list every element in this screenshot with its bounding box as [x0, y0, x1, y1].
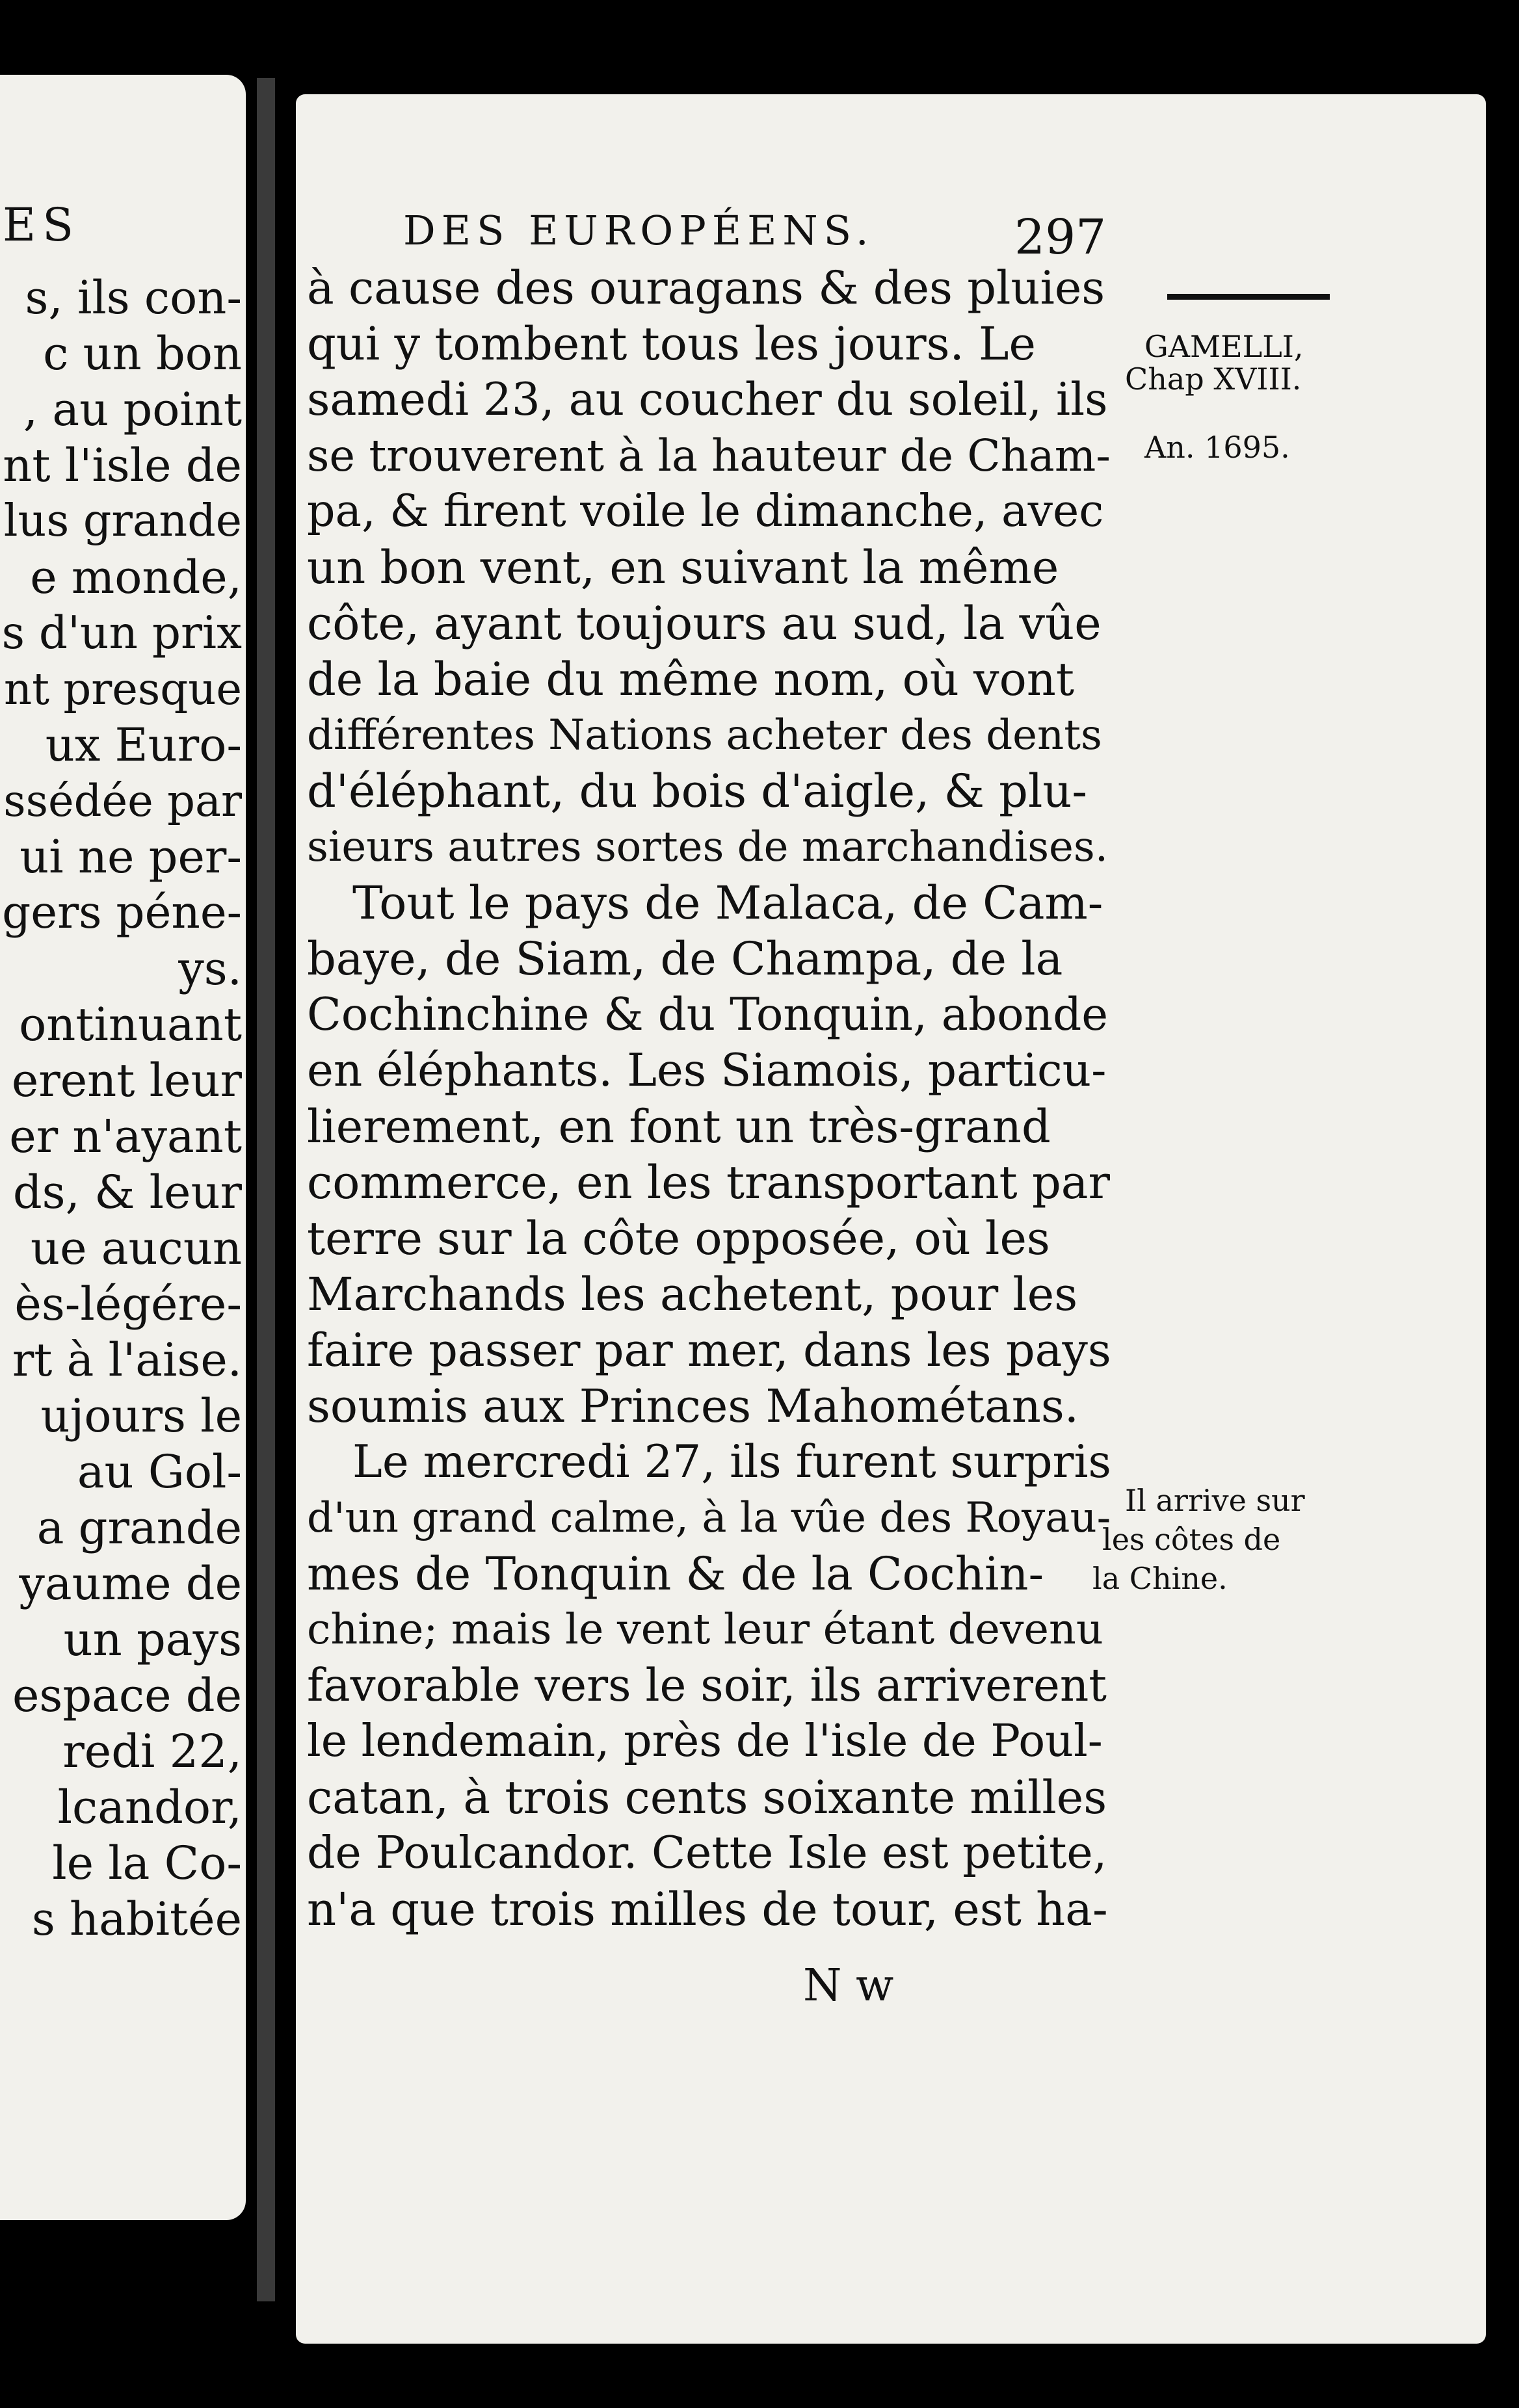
margin-source-line1: GAMELLI, — [1144, 329, 1304, 364]
left-page — [0, 75, 246, 2220]
body-text-line: baye, de Siam, de Champa, de la — [307, 932, 1063, 986]
left-text-line: ssédée par — [3, 776, 242, 826]
left-text-line: ui ne per- — [20, 830, 242, 883]
margin-source-line2: Chap XVIII. — [1125, 361, 1302, 397]
body-text-line: soumis aux Princes Mahométans. — [307, 1380, 1079, 1433]
body-text-line: pa, & firent voile le dimanche, avec — [307, 486, 1104, 537]
body-text-line: se trouverent à la hauteur de Cham- — [307, 430, 1111, 481]
body-text-line: un bon vent, en suivant la même — [307, 541, 1059, 594]
body-text-line: Cochinchine & du Tonquin, abonde — [307, 989, 1109, 1041]
left-text-line: nt presque — [3, 664, 242, 714]
left-text-line: lus grande — [3, 495, 242, 547]
left-text-line: yaume de — [19, 1557, 242, 1610]
left-text-line: a grande — [36, 1501, 242, 1554]
left-text-line: gers péne- — [2, 887, 242, 939]
body-text-line: sieurs autres sortes de marchandises. — [307, 823, 1109, 871]
left-text-line: un pays — [63, 1613, 242, 1666]
left-text-line: espace de — [12, 1669, 242, 1722]
left-text-line: , au point — [23, 383, 242, 436]
body-text-line: d'éléphant, du bois d'aigle, & plu- — [307, 765, 1088, 818]
left-text-line: ys. — [178, 942, 242, 995]
body-text-line: chine; mais le vent leur étant devenu — [307, 1605, 1103, 1654]
left-text-line: s d'un prix — [1, 607, 242, 659]
left-text-line: ès-légére- — [14, 1277, 242, 1331]
margin-note-line3: la Chine. — [1092, 1561, 1228, 1596]
body-text-line: n'a que trois milles de tour, est ha- — [307, 1883, 1108, 1936]
body-text-line: en éléphants. Les Siamois, particu- — [307, 1045, 1107, 1097]
body-text-line: différentes Nations acheter des dents — [307, 711, 1102, 759]
running-head: DES EUROPÉENS. — [403, 207, 875, 254]
left-text-line: ontinuant — [19, 998, 242, 1051]
body-text-line: commerce, en les transportant par — [307, 1156, 1110, 1209]
margin-note-line2: les côtes de — [1102, 1522, 1281, 1557]
body-text-line: de Poulcandor. Cette Isle est petite, — [307, 1827, 1107, 1879]
body-text-line: terre sur la côte opposée, où les — [307, 1212, 1050, 1265]
margin-rule — [1167, 294, 1330, 300]
left-text-line: nt l'isle de — [3, 439, 242, 492]
left-text-line: s, ils con- — [25, 271, 242, 324]
left-text-line: er n'ayant — [9, 1110, 242, 1163]
catchword: N w — [803, 1960, 894, 2011]
body-text-line: Marchands les achetent, pour les — [307, 1268, 1078, 1321]
left-text-line: ujours le — [40, 1389, 242, 1443]
body-text-line: le lendemain, près de l'isle de Poul- — [307, 1716, 1103, 1767]
margin-note-line1: Il arrive sur — [1125, 1483, 1305, 1518]
body-text-line: mes de Tonquin & de la Cochin- — [307, 1547, 1044, 1601]
left-text-line: lcandor, — [57, 1781, 242, 1834]
body-text-line: de la baie du même nom, où vont — [307, 653, 1074, 706]
body-text-line: Le mercredi 27, ils furent surpris — [352, 1436, 1111, 1488]
body-text-line: d'un grand calme, à la vûe des Royau- — [307, 1494, 1111, 1542]
left-text-line: s habitée — [31, 1892, 242, 1946]
body-text-line: qui y tombent tous les jours. Le — [307, 317, 1036, 371]
body-text-line: faire passer par mer, dans les pays — [307, 1324, 1111, 1377]
left-text-line: au Gol- — [77, 1445, 242, 1498]
left-text-line: ds, & leur — [12, 1166, 242, 1219]
body-text-line: lierement, en font un très-grand — [307, 1100, 1051, 1153]
left-text-line: ux Euro- — [45, 718, 242, 772]
book-gutter — [257, 78, 275, 2301]
body-text-line: catan, à trois cents soixante milles — [307, 1771, 1107, 1824]
left-page-header: ES — [3, 198, 81, 252]
margin-year: An. 1695. — [1144, 430, 1290, 465]
body-text-line: samedi 23, au coucher du soleil, ils — [307, 374, 1108, 426]
left-text-line: c un bon — [43, 327, 242, 380]
left-text-line: erent leur — [11, 1054, 242, 1107]
left-text-line: redi 22, — [62, 1725, 242, 1778]
body-text-line: Tout le pays de Malaca, de Cam- — [352, 876, 1103, 930]
body-text-line: côte, ayant toujours au sud, la vûe — [307, 597, 1102, 650]
left-text-line: ue aucun — [31, 1222, 242, 1275]
left-text-line: rt à l'aise. — [12, 1333, 242, 1387]
left-text-line: le la Co- — [52, 1837, 242, 1890]
left-text-line: e monde, — [30, 551, 242, 604]
body-text-line: à cause des ouragans & des pluies — [307, 261, 1105, 315]
page-number: 297 — [1014, 209, 1107, 265]
body-text-line: favorable vers le soir, ils arriverent — [307, 1660, 1107, 1712]
